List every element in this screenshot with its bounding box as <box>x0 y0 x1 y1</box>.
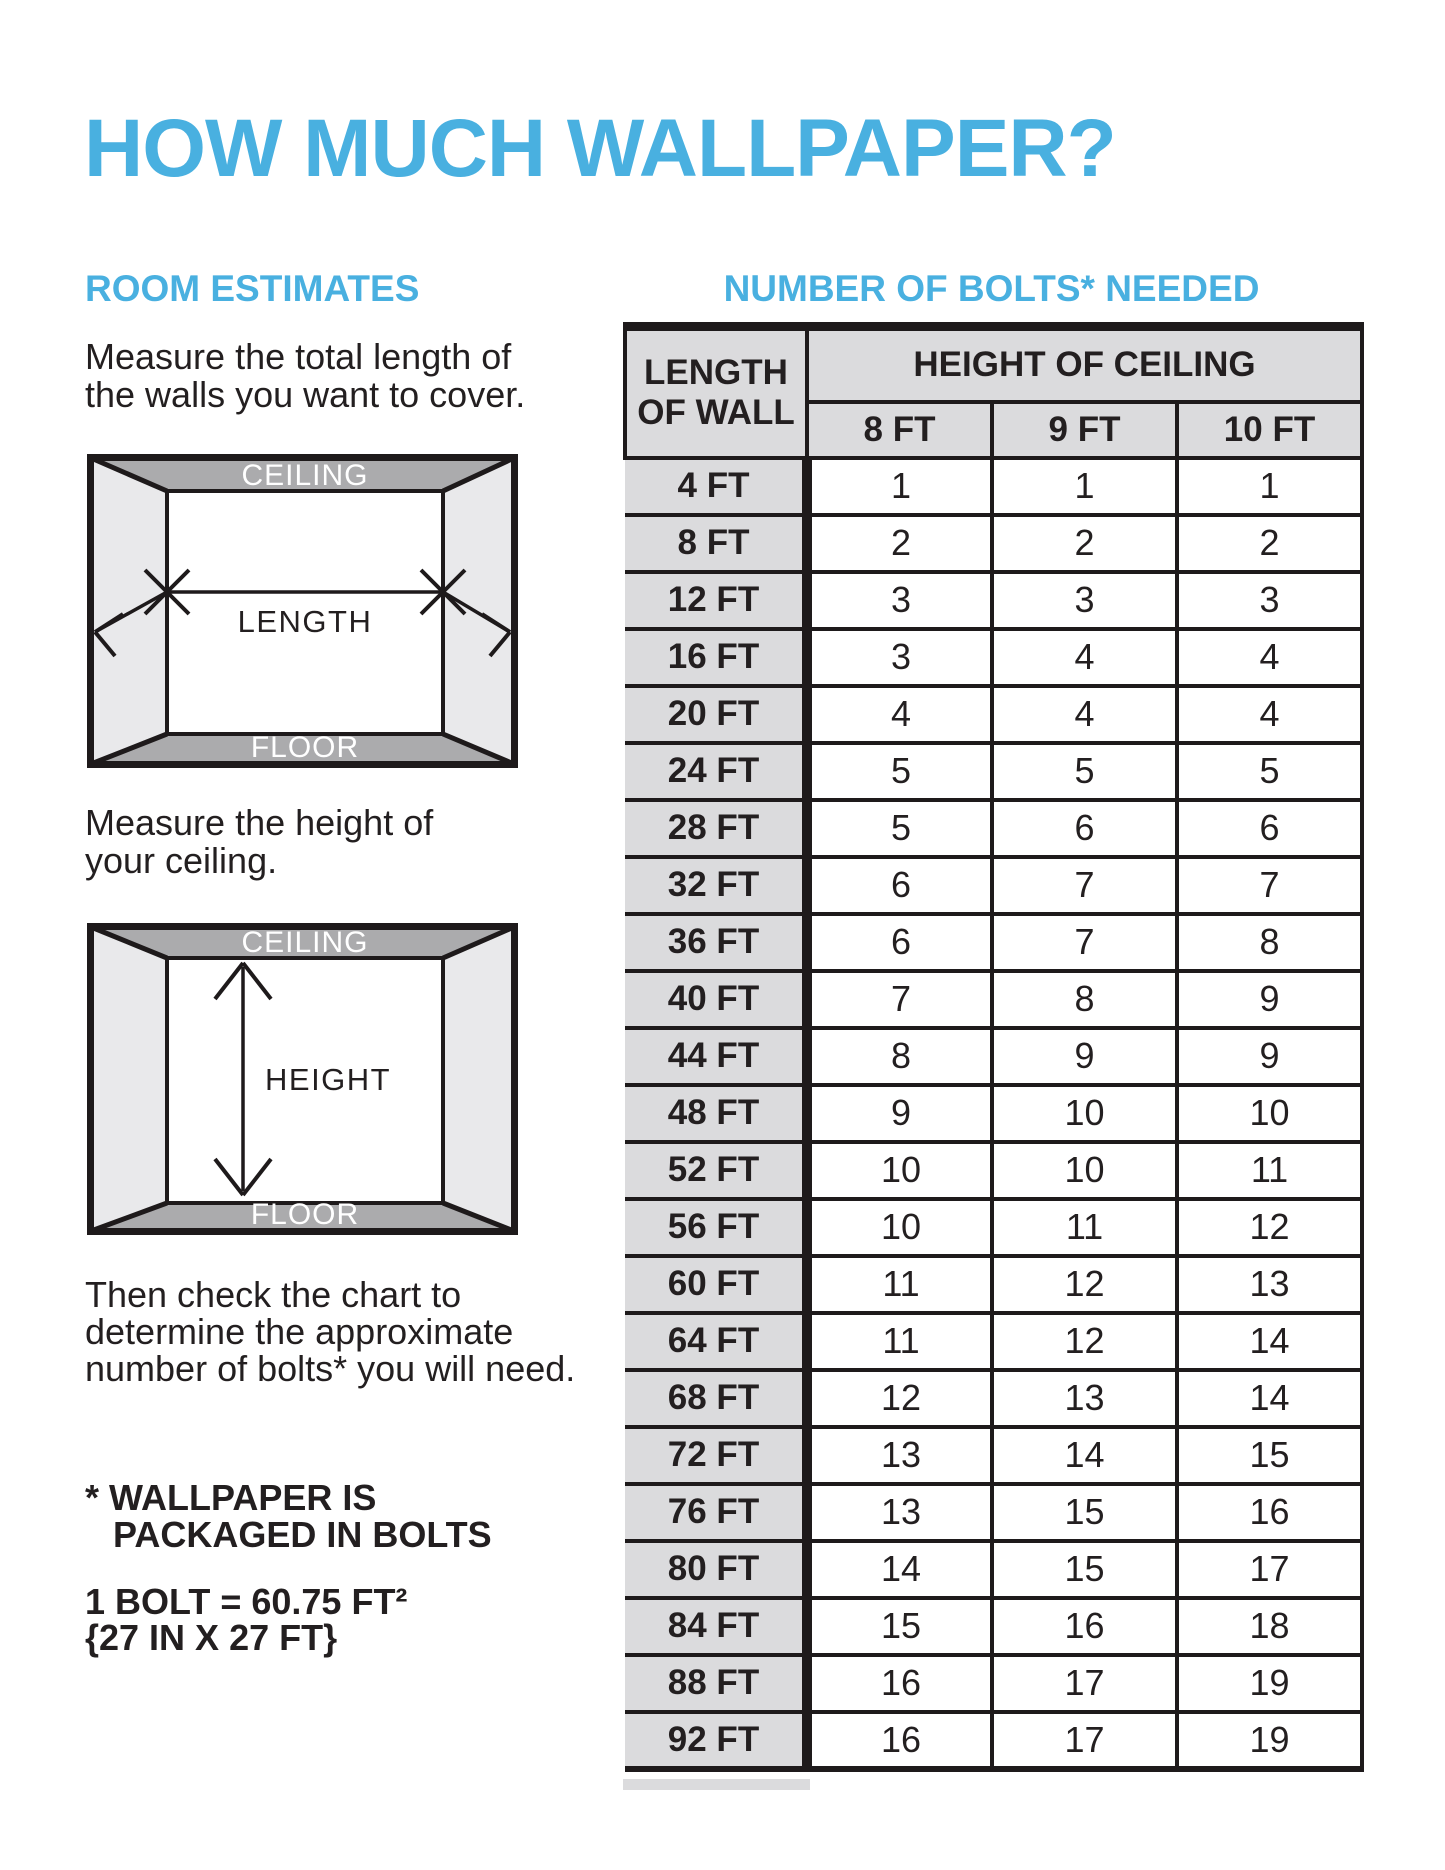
bolt-count-cell: 15 <box>992 1541 1177 1598</box>
bolt-count-cell: 17 <box>1177 1541 1362 1598</box>
paragraph-line: Then check the chart to <box>85 1274 462 1315</box>
left-wall-shape <box>91 458 167 764</box>
bolt-count-cell: 3 <box>1177 572 1362 629</box>
bolt-count-cell: 4 <box>1177 629 1362 686</box>
bolt-count-cell: 17 <box>992 1655 1177 1712</box>
wall-length-cell: 8 FT <box>625 515 807 572</box>
bolt-count-cell: 4 <box>807 686 992 743</box>
measure-length-paragraph <box>85 338 525 414</box>
bolt-count-cell: 9 <box>1177 971 1362 1028</box>
ceiling-label: CEILING <box>241 459 369 492</box>
table-row <box>625 1313 1362 1370</box>
table-row <box>625 1598 1362 1655</box>
bolts-table <box>623 322 1364 1772</box>
length-of-wall-header <box>625 327 807 458</box>
room-estimates-heading: ROOM ESTIMATES <box>85 268 420 309</box>
wall-length-cell: 92 FT <box>625 1712 807 1769</box>
bolt-count-cell: 6 <box>807 914 992 971</box>
bolt-count-cell: 9 <box>807 1085 992 1142</box>
bolt-count-cell: 2 <box>992 515 1177 572</box>
table-header-row <box>625 327 1362 402</box>
bolt-count-cell: 6 <box>1177 800 1362 857</box>
wall-length-cell: 44 FT <box>625 1028 807 1085</box>
bolt-count-cell: 13 <box>807 1484 992 1541</box>
column-header-9ft: 9 FT <box>992 402 1177 458</box>
bolt-count-cell: 8 <box>807 1028 992 1085</box>
bolt-count-cell: 12 <box>807 1370 992 1427</box>
table-row <box>625 1028 1362 1085</box>
room-length-diagram <box>87 454 518 768</box>
bolt-equation: 1 BOLT = 60.75 FT² <box>85 1581 408 1622</box>
bolt-count-cell: 16 <box>807 1712 992 1769</box>
bolt-count-cell: 14 <box>992 1427 1177 1484</box>
bolt-count-cell: 13 <box>1177 1256 1362 1313</box>
paragraph-line: determine the approximate <box>85 1311 514 1352</box>
wall-length-cell: 32 FT <box>625 857 807 914</box>
bolt-count-cell: 8 <box>992 971 1177 1028</box>
bolt-count-cell: 1 <box>1177 458 1362 515</box>
bolt-table-body <box>625 458 1362 1769</box>
table-row <box>625 857 1362 914</box>
bolt-count-cell: 18 <box>1177 1598 1362 1655</box>
paragraph-line: the walls you want to cover. <box>85 374 526 415</box>
table-row <box>625 1085 1362 1142</box>
right-wall-shape <box>443 927 514 1231</box>
bolt-count-cell: 7 <box>992 857 1177 914</box>
floor-label: FLOOR <box>250 731 360 764</box>
wall-length-cell: 72 FT <box>625 1427 807 1484</box>
bolt-count-cell: 6 <box>992 800 1177 857</box>
table-gray-stub <box>623 1779 810 1790</box>
paragraph-line: Measure the total length of <box>85 336 512 377</box>
bolt-count-cell: 12 <box>1177 1199 1362 1256</box>
bolt-count-cell: 7 <box>1177 857 1362 914</box>
paragraph-line: your ceiling. <box>85 840 278 881</box>
bolt-count-cell: 9 <box>992 1028 1177 1085</box>
wall-length-cell: 56 FT <box>625 1199 807 1256</box>
table-row <box>625 800 1362 857</box>
table-row <box>625 971 1362 1028</box>
wall-length-cell: 88 FT <box>625 1655 807 1712</box>
ceiling-label: CEILING <box>241 926 369 959</box>
table-row <box>625 1655 1362 1712</box>
wall-length-cell: 4 FT <box>625 458 807 515</box>
bolt-count-cell: 5 <box>992 743 1177 800</box>
paragraph-line: Measure the height of <box>85 802 434 843</box>
length-label: LENGTH <box>237 604 373 639</box>
bolt-size-info <box>85 1581 408 1658</box>
bolt-count-cell: 2 <box>1177 515 1362 572</box>
column-header-10ft: 10 FT <box>1177 402 1362 458</box>
wall-length-cell: 16 FT <box>625 629 807 686</box>
floor-label: FLOOR <box>250 1198 360 1231</box>
page-title: HOW MUCH WALLPAPER? <box>84 103 1116 194</box>
bolt-count-cell: 1 <box>807 458 992 515</box>
bolt-count-cell: 10 <box>1177 1085 1362 1142</box>
bolt-count-cell: 3 <box>807 572 992 629</box>
bolt-count-cell: 17 <box>992 1712 1177 1769</box>
column-header-8ft: 8 FT <box>807 402 992 458</box>
bolt-count-cell: 4 <box>992 629 1177 686</box>
bolt-dimensions: {27 IN X 27 FT} <box>85 1617 338 1658</box>
footnote-line: PACKAGED IN BOLTS <box>113 1514 492 1555</box>
table-row <box>625 1256 1362 1313</box>
table-row <box>625 914 1362 971</box>
wall-length-cell: 36 FT <box>625 914 807 971</box>
wall-length-cell: 60 FT <box>625 1256 807 1313</box>
bolt-count-cell: 4 <box>992 686 1177 743</box>
height-of-ceiling-header: HEIGHT OF CEILING <box>807 327 1362 402</box>
wall-length-cell: 24 FT <box>625 743 807 800</box>
bolt-count-cell: 14 <box>1177 1370 1362 1427</box>
bolt-count-cell: 15 <box>992 1484 1177 1541</box>
bolt-count-cell: 16 <box>992 1598 1177 1655</box>
wall-length-cell: 68 FT <box>625 1370 807 1427</box>
table-row <box>625 572 1362 629</box>
bolt-count-cell: 7 <box>992 914 1177 971</box>
bolt-count-cell: 3 <box>807 629 992 686</box>
measure-height-paragraph <box>85 804 433 880</box>
header-line: LENGTH <box>644 353 788 393</box>
wall-length-cell: 64 FT <box>625 1313 807 1370</box>
bolt-count-cell: 16 <box>1177 1484 1362 1541</box>
bolt-count-cell: 10 <box>992 1085 1177 1142</box>
bolt-count-cell: 16 <box>807 1655 992 1712</box>
table-row <box>625 1199 1362 1256</box>
bolt-count-cell: 11 <box>807 1313 992 1370</box>
wall-length-cell: 20 FT <box>625 686 807 743</box>
wallpaper-bolts-footnote <box>85 1479 492 1553</box>
bolt-count-cell: 13 <box>807 1427 992 1484</box>
right-wall-shape <box>443 458 514 764</box>
bolt-count-cell: 8 <box>1177 914 1362 971</box>
room-height-diagram <box>87 923 518 1235</box>
table-row <box>625 686 1362 743</box>
bolt-count-cell: 6 <box>807 857 992 914</box>
bolt-count-cell: 11 <box>807 1256 992 1313</box>
wall-length-cell: 48 FT <box>625 1085 807 1142</box>
bolt-count-cell: 12 <box>992 1256 1177 1313</box>
bolt-count-cell: 10 <box>807 1199 992 1256</box>
table-row <box>625 629 1362 686</box>
wall-length-cell: 80 FT <box>625 1541 807 1598</box>
bolt-count-cell: 5 <box>1177 743 1362 800</box>
bolt-count-cell: 13 <box>992 1370 1177 1427</box>
wall-length-cell: 84 FT <box>625 1598 807 1655</box>
wall-length-cell: 12 FT <box>625 572 807 629</box>
wall-length-cell: 76 FT <box>625 1484 807 1541</box>
bolt-count-cell: 19 <box>1177 1655 1362 1712</box>
bolt-count-cell: 4 <box>1177 686 1362 743</box>
table-row <box>625 1142 1362 1199</box>
check-chart-paragraph <box>85 1276 575 1387</box>
footnote-line: * WALLPAPER IS <box>85 1477 377 1518</box>
bolt-count-cell: 7 <box>807 971 992 1028</box>
bolt-count-cell: 14 <box>1177 1313 1362 1370</box>
table-row <box>625 1712 1362 1769</box>
bolt-count-cell: 15 <box>807 1598 992 1655</box>
wall-length-cell: 40 FT <box>625 971 807 1028</box>
table-row <box>625 515 1362 572</box>
height-label: HEIGHT <box>265 1062 392 1097</box>
bolt-count-cell: 5 <box>807 800 992 857</box>
bolt-count-cell: 11 <box>1177 1142 1362 1199</box>
table-row <box>625 458 1362 515</box>
wall-length-cell: 28 FT <box>625 800 807 857</box>
bolt-count-cell: 15 <box>1177 1427 1362 1484</box>
header-line: OF WALL <box>637 393 795 433</box>
bolt-count-cell: 9 <box>1177 1028 1362 1085</box>
paragraph-line: number of bolts* you will need. <box>85 1348 576 1389</box>
bolts-needed-heading: NUMBER OF BOLTS* NEEDED <box>723 268 1260 309</box>
bolt-count-cell: 12 <box>992 1313 1177 1370</box>
bolt-count-cell: 10 <box>807 1142 992 1199</box>
table-row <box>625 1427 1362 1484</box>
bolt-count-cell: 14 <box>807 1541 992 1598</box>
bolt-count-cell: 1 <box>992 458 1177 515</box>
left-wall-shape <box>91 927 167 1231</box>
table-row <box>625 743 1362 800</box>
bolts-table-container <box>623 322 1364 1772</box>
bolt-count-cell: 2 <box>807 515 992 572</box>
bolt-count-cell: 3 <box>992 572 1177 629</box>
bolt-count-cell: 19 <box>1177 1712 1362 1769</box>
wall-length-cell: 52 FT <box>625 1142 807 1199</box>
bolt-count-cell: 5 <box>807 743 992 800</box>
bolt-count-cell: 11 <box>992 1199 1177 1256</box>
bolt-count-cell: 10 <box>992 1142 1177 1199</box>
table-row <box>625 1541 1362 1598</box>
table-row <box>625 1484 1362 1541</box>
table-row <box>625 1370 1362 1427</box>
